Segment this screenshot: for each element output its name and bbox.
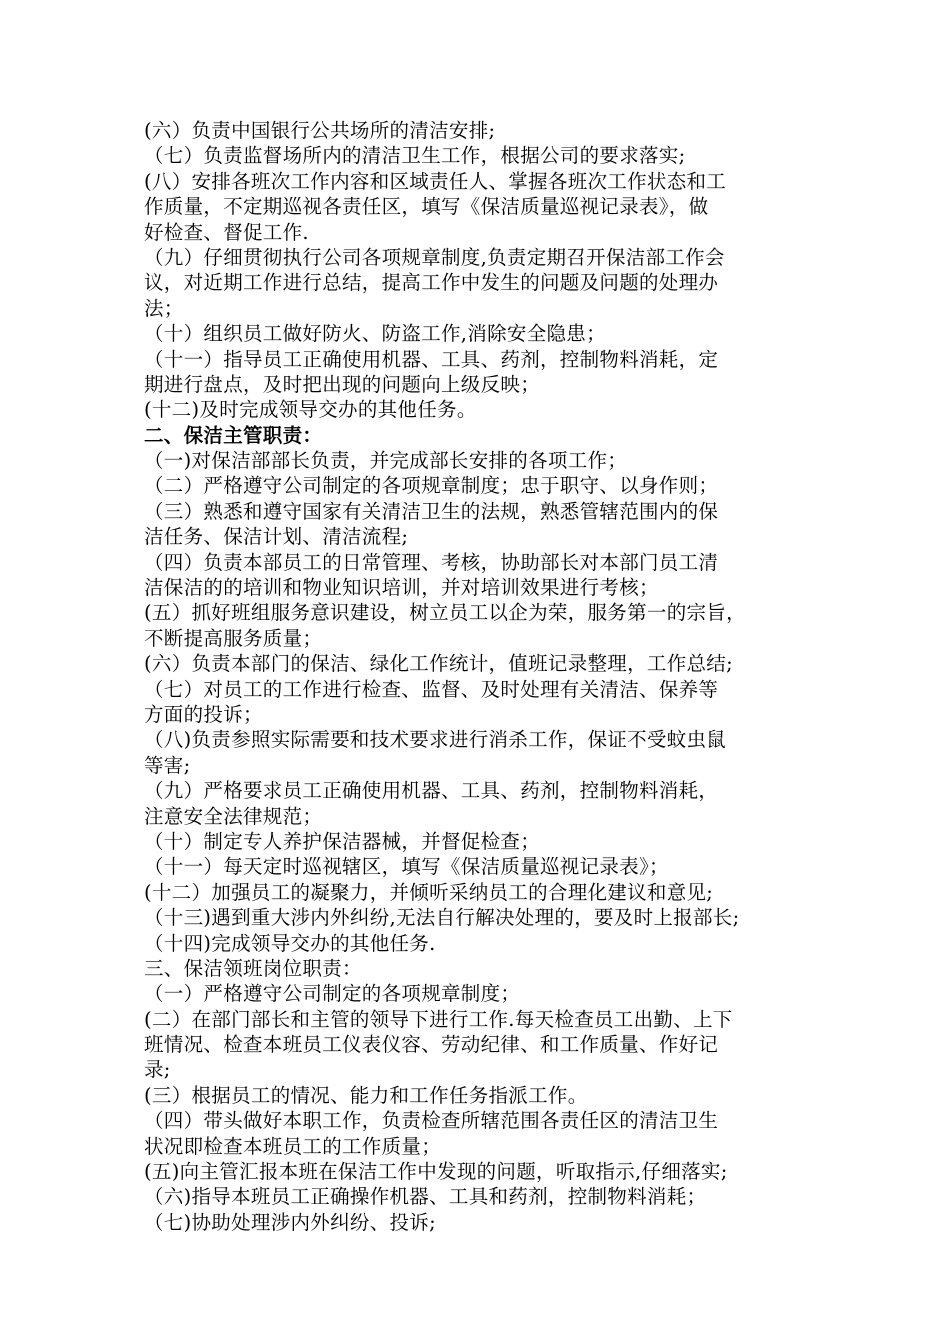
text-line: （十）组织员工做好防火、防盗工作,消除安全隐患；	[144, 322, 606, 346]
text-line: （十）制定专人养护保洁器械，并督促检查；	[144, 829, 541, 853]
text-line: （十一）每天定时巡视辖区，填写《保洁质量巡视记录表》；	[144, 855, 669, 879]
text-line: （十一）指导员工正确使用机器、工具、药剂，控制物料消耗，定	[144, 347, 719, 371]
text-line: （七)协助处理涉内外纠纷、投诉;	[144, 1210, 436, 1234]
text-line: 不断提高服务质量；	[144, 626, 323, 650]
text-line: （十四)完成领导交办的其他任务.	[144, 931, 436, 955]
text-line: （一)对保洁部部长负责，并完成部长安排的各项工作；	[144, 449, 628, 473]
text-line: (十二）加强员工的凝聚力，并倾听采纳员工的合理化建议和意见;	[144, 880, 714, 904]
text-line: 洁保洁的的培训和物业知识培训，并对培训效果进行考核；	[144, 576, 659, 600]
text-line: （三）熟悉和遵守国家有关清洁卫生的法规，熟悉管辖范围内的保	[144, 499, 719, 523]
text-line: (三）根据员工的情况、能力和工作任务指派工作。	[144, 1083, 588, 1107]
text-line: 洁任务、保洁计划、清洁流程;	[144, 525, 409, 549]
text-line: (六）负责中国银行公共场所的清洁安排;	[144, 119, 496, 142]
text-line: 议，对近期工作进行总结，提高工作中发生的问题及问题的处理办	[144, 271, 719, 295]
text-line: 状况即检查本班员工的工作质量；	[144, 1134, 442, 1158]
text-line: (十二)及时完成领导交办的其他任务。	[144, 398, 477, 422]
text-line: 等害;	[144, 753, 191, 777]
text-line: （一）严格遵守公司制定的各项规章制度；	[144, 982, 521, 1006]
text-line: (二）在部门部长和主管的领导下进行工作.每天检查员工出勤、上下	[144, 1007, 733, 1031]
text-line: （六)指导本班员工正确操作机器、工具和药剂，控制物料消耗；	[144, 1185, 707, 1209]
text-line: (五)向主管汇报本班在保洁工作中发现的问题，听取指示,仔细落实;	[144, 1160, 728, 1184]
text-line: （四）负责本部员工的日常管理、考核，协助部长对本部门员工清	[144, 550, 719, 574]
text-line: (八）安排各班次工作内容和区域责任人、掌握各班次工作状态和工	[144, 169, 727, 193]
text-line: （八)负责参照实际需要和技术要求进行消杀工作，保证不受蚊虫鼠	[144, 728, 727, 752]
text-line: 注意安全法律规范；	[144, 804, 323, 828]
section-heading-line: 二、保洁主管职责：	[144, 423, 323, 447]
text-line: 作质量，不定期巡视各责任区，填写《保洁质量巡视记录表》，做	[144, 195, 709, 219]
text-line: 好检查、督促工作.	[144, 220, 309, 244]
text-line: 期进行盘点，及时把出现的问题向上级反映；	[144, 372, 541, 396]
document-body	[144, 118, 816, 1235]
text-line: （十三)遇到重大涉内外纠纷,无法自行解决处理的，要及时上报部长;	[144, 906, 740, 930]
text-line: （四）带头做好本职工作，负责检查所辖范围各责任区的清洁卫生	[144, 1109, 719, 1133]
text-line: 班情况、检查本班员工仪表仪容、劳动纪律、和工作质量、作好记	[144, 1033, 719, 1057]
text-line: (六）负责本部门的保洁、绿化工作统计，值班记录整理，工作总结;	[144, 652, 733, 676]
text-line: 法；	[144, 296, 184, 320]
text-line: 方面的投诉；	[144, 702, 263, 726]
text-line: （九）严格要求员工正确使用机器、工具、药剂，控制物料消耗，	[144, 779, 719, 803]
text-line: (五）抓好班组服务意识建设，树立员工以企为荣，服务第一的宗旨，	[144, 601, 746, 625]
text-line: （七）对员工的工作进行检查、监督、及时处理有关清洁、保养等	[144, 677, 719, 701]
text-line: （二）严格遵守公司制定的各项规章制度；忠于职守、以身作则；	[144, 474, 719, 498]
text-line: （九）仔细贯彻执行公司各项规章制度,负责定期召开保洁部工作会	[144, 245, 725, 269]
text-line: 录;	[144, 1058, 171, 1082]
text-line: （七）负责监督场所内的清洁卫生工作，根据公司的要求落实;	[144, 144, 686, 168]
text-line: 三、保洁领班岗位职责：	[144, 956, 362, 980]
